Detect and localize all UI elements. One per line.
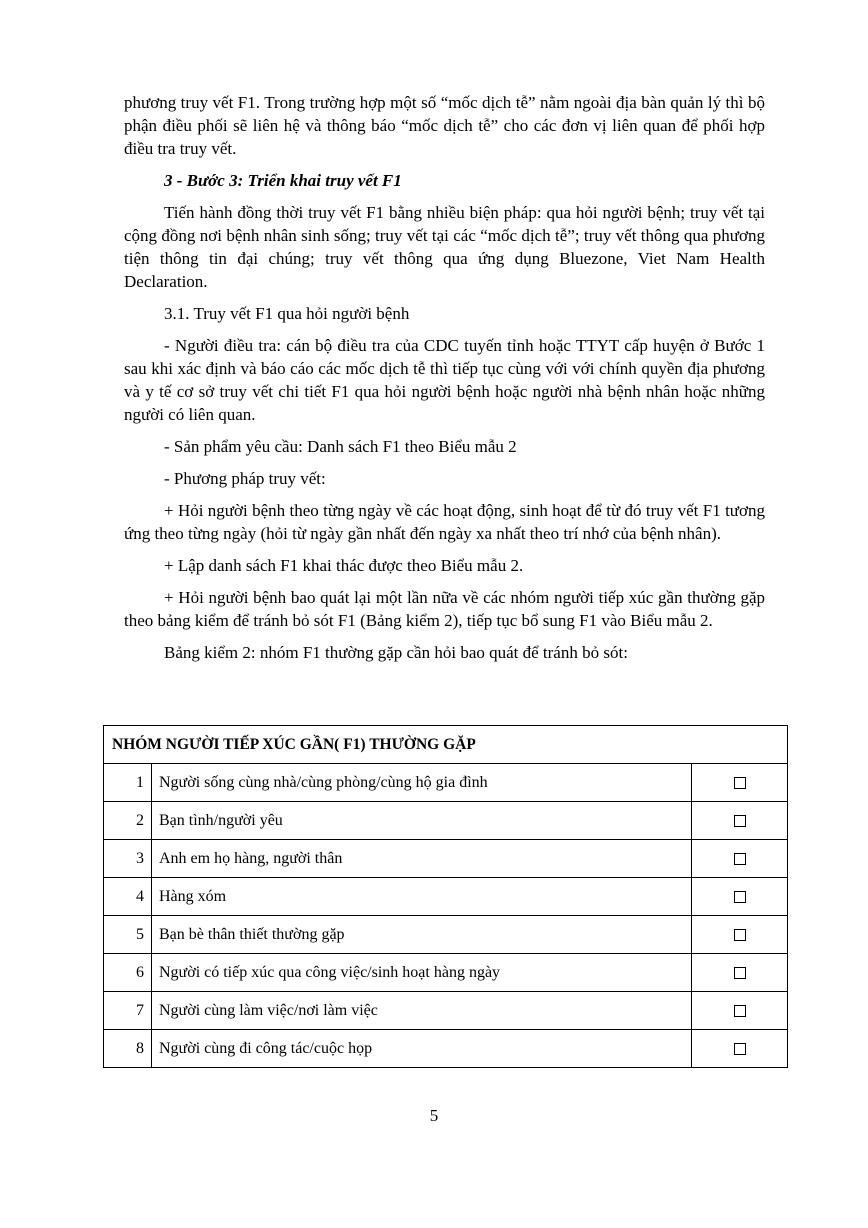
paragraph-investigator: - Người điều tra: cán bộ điều tra của CDC tuyến tỉnh hoặc TTYT cấp huyện ở Bước 1 sau khi xác định và báo cáo các mốc dịch tễ thì tiếp tục cùng với với chính quyền địa phương và y tế cơ sở truy vết chi tiết F1 qua hỏi người bệnh hoặc người nhà bệnh nhân hoặc những người có liên quan. <box>124 336 765 424</box>
checkbox-cell <box>692 840 788 878</box>
checkbox[interactable] <box>734 815 746 827</box>
paragraph-intro: phương truy vết F1. Trong trường hợp một số “mốc dịch tễ” nằm ngoài địa bàn quản lý thì bộ phận điều phối sẽ liên hệ và thông báo “mốc dịch tễ” cho các đơn vị liên quan để phối hợp điều tra truy vết. <box>124 93 765 158</box>
row-number: 3 <box>104 840 152 878</box>
checkbox[interactable] <box>734 967 746 979</box>
table-row <box>104 840 788 878</box>
row-number: 6 <box>104 954 152 992</box>
table-row <box>104 764 788 802</box>
checkbox-cell <box>692 1030 788 1068</box>
subsection-heading-3-1: 3.1. Truy vết F1 qua hỏi người bệnh <box>164 304 410 323</box>
checkbox[interactable] <box>734 929 746 941</box>
row-label: Anh em họ hàng, người thân <box>152 840 692 878</box>
checkbox[interactable] <box>734 891 746 903</box>
checklist-header: NHÓM NGƯỜI TIẾP XÚC GẦN( F1) THƯỜNG GẶP <box>104 726 788 764</box>
paragraph-method-list: + Lập danh sách F1 khai thác được theo Biểu mẫu 2. <box>164 556 524 575</box>
paragraph-method-label: - Phương pháp truy vết: <box>164 469 326 488</box>
page-number: 5 <box>429 1106 439 1125</box>
table-row <box>104 954 788 992</box>
row-number: 2 <box>104 802 152 840</box>
paragraph-methods: Tiến hành đồng thời truy vết F1 bằng nhiều biện pháp: qua hỏi người bệnh; truy vết tại cộng đồng nơi bệnh nhân sinh sống; truy vết tại các “mốc dịch tễ”; truy vết thông qua phương tiện thông tin đại chúng; truy vết thông qua ứng dụng Bluezone, Viet Nam Health Declaration. <box>124 203 765 291</box>
table-row <box>104 802 788 840</box>
paragraph-method-ask-daily: + Hỏi người bệnh theo từng ngày về các hoạt động, sinh hoạt để từ đó truy vết F1 tương ứng theo từng ngày (hỏi từ ngày gần nhất đến ngày xa nhất theo trí nhớ của bệnh nhân). <box>124 501 765 543</box>
table-row <box>104 1030 788 1068</box>
table-row <box>104 992 788 1030</box>
row-label: Người sống cùng nhà/cùng phòng/cùng hộ gia đình <box>152 764 692 802</box>
checklist-table <box>103 725 788 1068</box>
checkbox-cell <box>692 802 788 840</box>
row-label: Bạn bè thân thiết thường gặp <box>152 916 692 954</box>
row-number: 7 <box>104 992 152 1030</box>
paragraph-checklist-caption: Bảng kiểm 2: nhóm F1 thường gặp cần hỏi bao quát để tránh bỏ sót: <box>164 643 628 662</box>
checkbox-cell <box>692 764 788 802</box>
checkbox-cell <box>692 878 788 916</box>
row-number: 5 <box>104 916 152 954</box>
row-number: 8 <box>104 1030 152 1068</box>
row-label: Hàng xóm <box>152 878 692 916</box>
row-label: Bạn tình/người yêu <box>152 802 692 840</box>
checkbox-cell <box>692 954 788 992</box>
table-row <box>104 916 788 954</box>
row-label: Người cùng làm việc/nơi làm việc <box>152 992 692 1030</box>
row-label: Người có tiếp xúc qua công việc/sinh hoạt hàng ngày <box>152 954 692 992</box>
body-text <box>124 91 765 664</box>
checklist-header-row <box>104 726 788 764</box>
checkbox[interactable] <box>734 1043 746 1055</box>
paragraph-method-review: + Hỏi người bệnh bao quát lại một lần nữa về các nhóm người tiếp xúc gần thường gặp theo bảng kiểm để tránh bỏ sót F1 (Bảng kiểm 2), tiếp tục bổ sung F1 vào Biểu mẫu 2. <box>124 588 765 630</box>
checkbox[interactable] <box>734 1005 746 1017</box>
row-number: 1 <box>104 764 152 802</box>
paragraph-product: - Sản phẩm yêu cầu: Danh sách F1 theo Biểu mẫu 2 <box>164 437 517 456</box>
checkbox[interactable] <box>734 777 746 789</box>
checkbox[interactable] <box>734 853 746 865</box>
row-label: Người cùng đi công tác/cuộc họp <box>152 1030 692 1068</box>
checkbox-cell <box>692 992 788 1030</box>
row-number: 4 <box>104 878 152 916</box>
table-row <box>104 878 788 916</box>
checkbox-cell <box>692 916 788 954</box>
section-heading-step3: 3 - Bước 3: Triển khai truy vết F1 <box>164 171 402 190</box>
